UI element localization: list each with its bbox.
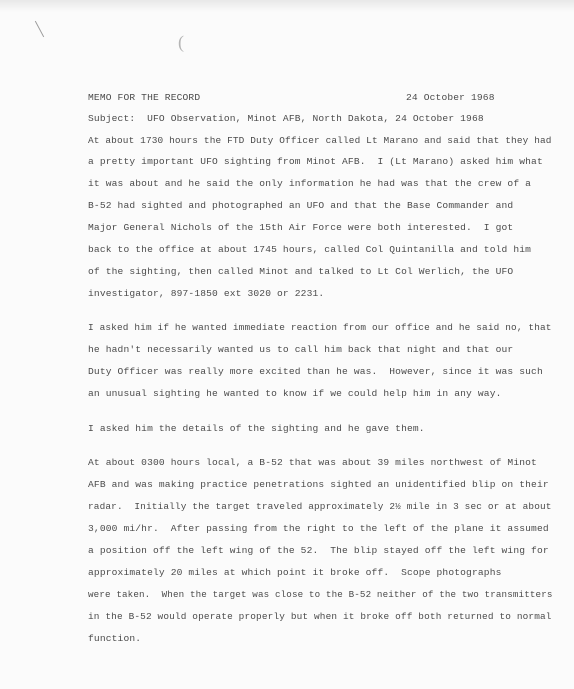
paragraph-line: I asked him if he wanted immediate reaction from our office and he said no, that [88, 322, 552, 333]
paragraph-line: B-52 had sighted and photographed an UFO and that the Base Commander and [88, 200, 514, 211]
memo-heading: MEMO FOR THE RECORD [88, 92, 201, 103]
paragraph-line: AFB and was making practice penetrations sighted an unidentified blip on their [88, 479, 549, 490]
memo-date: 24 October 1968 [406, 92, 495, 103]
paragraph-line: were taken. When the target was close to the B-52 neither of the two transmitters [88, 589, 553, 600]
paragraph-line: of the sighting, then called Minot and talked to Lt Col Werlich, the UFO [88, 266, 514, 277]
scan-top-edge [0, 0, 574, 12]
paragraph-line: I asked him the details of the sighting and he gave them. [88, 423, 425, 434]
paragraph-line: Major General Nichols of the 15th Air Force were both interested. I got [88, 222, 514, 233]
paragraph-line: it was about and he said the only information he had was that the crew of a [88, 178, 532, 189]
paragraph-line: 3,000 mi/hr. After passing from the right to the left of the plane it assumed [88, 523, 549, 534]
paragraph-line: At about 0300 hours local, a B-52 that was about 39 miles northwest of Minot [88, 457, 537, 468]
paragraph-line: approximately 20 miles at which point it broke off. Scope photographs [88, 567, 502, 578]
paragraph-line: Duty Officer was really more excited than he was. However, since it was such [88, 366, 543, 377]
pen-mark [35, 21, 44, 37]
paragraph-line: At about 1730 hours the FTD Duty Officer called Lt Marano and said that they had [88, 135, 552, 146]
scan-artifact-mark: ( [178, 32, 184, 52]
paragraph-line: back to the office at about 1745 hours, called Col Quintanilla and told him [88, 244, 532, 255]
memo-subject: Subject: UFO Observation, Minot AFB, North Dakota, 24 October 1968 [88, 113, 484, 124]
paragraph-line: an unusual sighting he wanted to know if we could help him in any way. [88, 388, 502, 399]
paragraph-line: radar. Initially the target traveled approximately 2½ mile in 3 sec or at about [88, 501, 552, 512]
paragraph-line: he hadn't necessarily wanted us to call him back that night and that our [88, 344, 514, 355]
paragraph-line: a position off the left wing of the 52. The blip stayed off the left wing for [88, 545, 549, 556]
paragraph-line: in the B-52 would operate properly but when it broke off both returned to normal [88, 611, 552, 622]
paragraph-line: investigator, 897-1850 ext 3020 or 2231. [88, 288, 325, 299]
paragraph-line: a pretty important UFO sighting from Minot AFB. I (Lt Marano) asked him what [88, 156, 543, 167]
paragraph-line: function. [88, 633, 142, 644]
